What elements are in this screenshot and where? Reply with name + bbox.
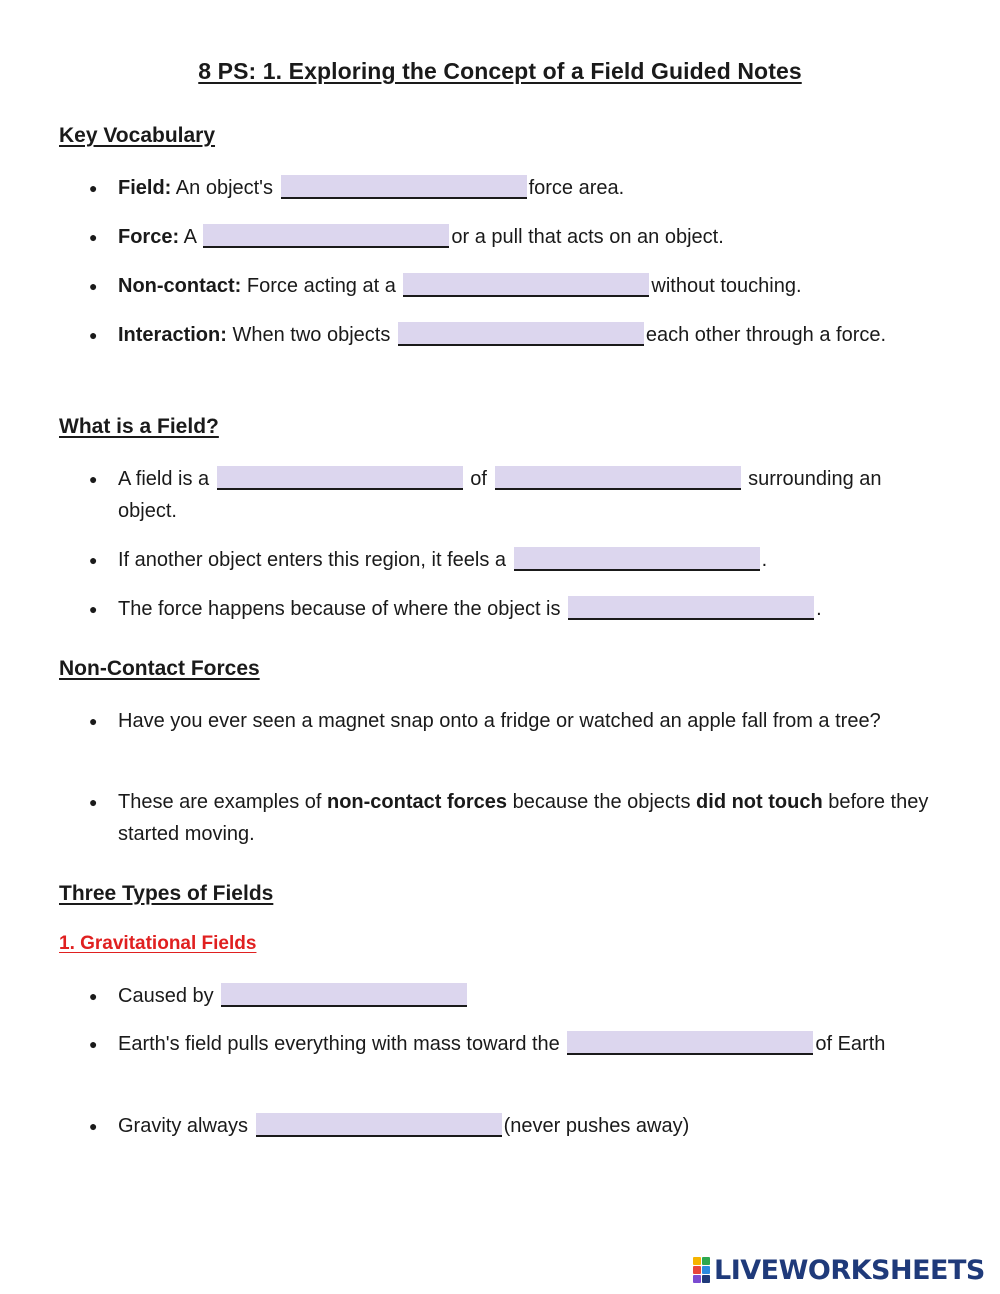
non-contact-text: These are examples of [118,791,327,813]
vocab-text: A [179,226,202,248]
vocab-term: Interaction: [118,324,227,346]
gravity-text: (never pushes away) [503,1115,690,1137]
vocab-text: When two objects [226,324,396,346]
sub-heading-gravitational: 1. Gravitational Fields [59,933,257,954]
field-text: The force happens because of where the object is [118,598,567,620]
liveworksheets-logo-icon [693,1257,710,1283]
logo-block [693,1275,701,1283]
vocab-item-interaction [118,319,930,351]
logo-block [702,1257,710,1265]
vocab-text: An object's [171,177,279,199]
field-text: A field is a [118,468,215,490]
answer-blank[interactable] [221,983,467,1007]
vocab-text: without touching. [651,275,802,297]
non-contact-bold: non-contact forces [327,791,508,813]
gravity-text: of Earth [815,1033,886,1055]
logo-block [702,1275,710,1283]
gravity-item-always [118,1110,930,1142]
section-heading-what-is-field: What is a Field? [59,415,219,438]
liveworksheets-logo [693,1254,985,1286]
field-text: of [464,468,493,490]
answer-blank[interactable] [203,224,449,248]
answer-blank[interactable] [514,547,760,571]
non-contact-text: Have you ever seen a magnet snap onto a fridge or watched an apple fall from a tree? [118,710,881,732]
answer-blank[interactable] [256,1113,502,1137]
answer-blank[interactable] [281,175,527,199]
answer-blank[interactable] [398,322,644,346]
answer-blank[interactable] [568,596,814,620]
non-contact-item-question [118,705,930,737]
vocab-text: or a pull that acts on an object. [451,226,724,248]
gravity-text: Caused by [118,985,220,1007]
section-heading-non-contact: Non-Contact Forces [59,657,260,680]
gravity-text: Earth's field pulls everything with mass toward the [118,1033,566,1055]
gravity-item-earth [118,1028,930,1060]
section-heading-key-vocabulary: Key Vocabulary [59,124,216,147]
vocab-text: each other through a force. [645,324,887,346]
logo-block [702,1266,710,1274]
non-contact-text: because the objects [507,791,697,813]
vocab-term: Force: [118,226,180,248]
logo-block [693,1257,701,1265]
vocab-term: Field: [118,177,172,199]
answer-blank[interactable] [403,273,649,297]
non-contact-text: before they started moving. [118,791,929,845]
page-title: 8 PS: 1. Exploring the Concept of a Field Guided Notes [198,58,802,84]
field-item-location [118,593,930,625]
field-text: If another object enters this region, it feels a [118,549,512,571]
non-contact-bold: did not touch [696,791,823,813]
vocab-text: force area. [528,177,625,199]
logo-block [693,1266,701,1274]
vocab-item-force [118,221,930,253]
vocab-item-field [118,172,930,204]
field-item-region [118,544,930,576]
gravity-text: Gravity always [118,1115,254,1137]
answer-blank[interactable] [217,466,463,490]
field-text: . [816,598,822,620]
non-contact-item-examples [118,786,930,850]
field-text: . [761,549,768,571]
vocab-term: Non-contact: [118,275,242,297]
section-heading-three-types: Three Types of Fields [59,882,274,905]
field-item-definition [118,463,930,527]
answer-blank[interactable] [567,1031,813,1055]
answer-blank[interactable] [495,466,741,490]
vocab-item-non-contact [118,270,930,302]
gravity-item-cause [118,980,930,1012]
vocab-text: Force acting at a [241,275,402,297]
field-text: surrounding an object. [118,468,882,522]
logo-text: LIVEWORKSHEETS [714,1254,985,1286]
